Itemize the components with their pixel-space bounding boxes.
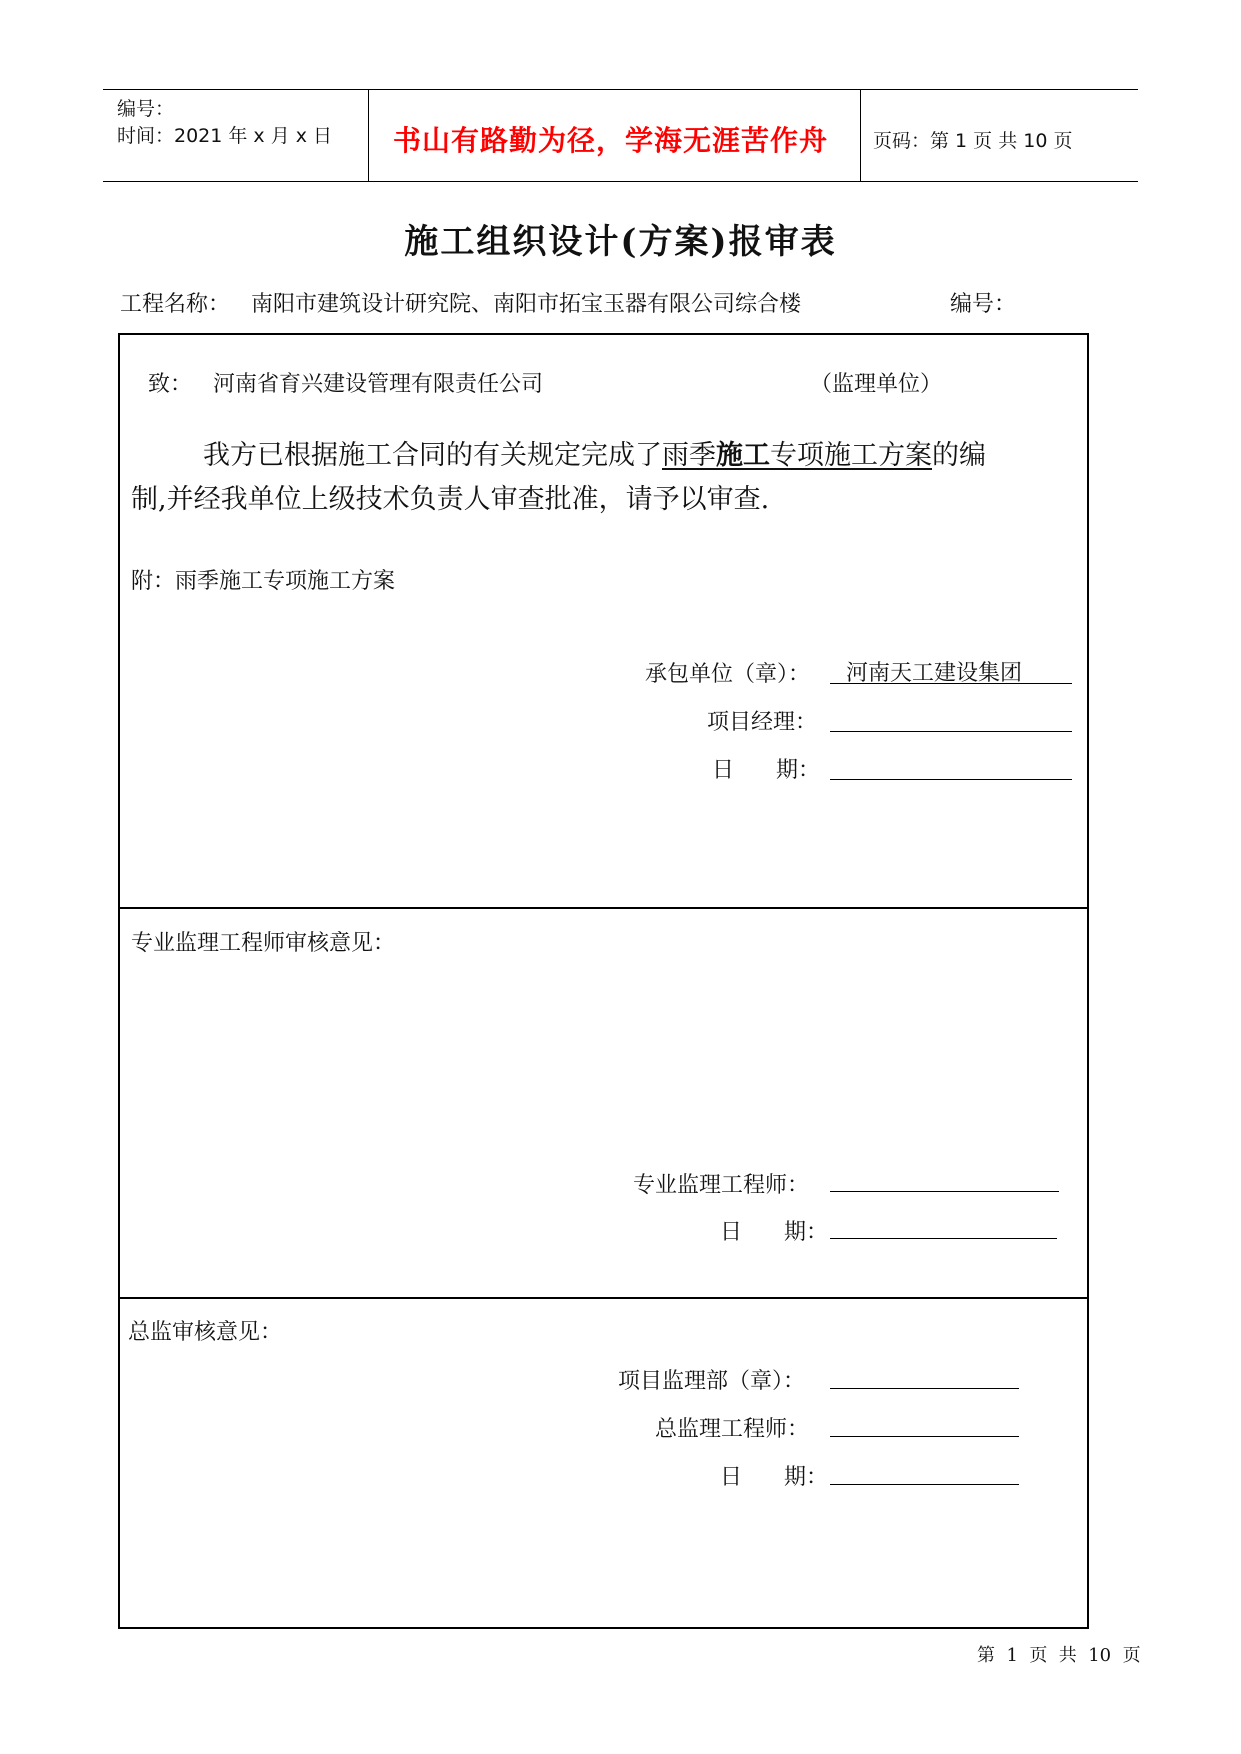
contractor-line [830, 683, 1072, 684]
header-divider-right [860, 89, 861, 181]
project-manager-field[interactable] [830, 731, 1072, 732]
chief-engineer-field[interactable] [830, 1436, 1019, 1437]
section1-date-label: 日 期： [712, 758, 820, 783]
engineer-label: 专业监理工程师： [633, 1173, 810, 1198]
project-manager-label: 项目经理： [707, 710, 818, 735]
contractor-label: 承包单位（章）： [645, 662, 811, 687]
section3-date-label: 日 期： [720, 1465, 828, 1490]
header-date: 时间：2021 年 x 月 x 日 [117, 125, 333, 147]
addressee-row [148, 367, 543, 398]
attachment-note: 附：雨季施工专项施工方案 [131, 569, 396, 594]
statement-line-1: 我方已根据施工合同的有关规定完成了雨季施工专项施工方案的编 [203, 440, 986, 471]
header-page-indicator: 页码：第 1 页 共 10 页 [873, 130, 1073, 152]
section1-date-field[interactable] [830, 779, 1072, 780]
header-top-rule [103, 89, 1138, 90]
header-divider-left [368, 89, 369, 181]
form-box [118, 333, 1089, 1629]
engineer-signature-field[interactable] [830, 1191, 1059, 1192]
form-title: 施工组织设计(方案)报审表 [404, 222, 837, 262]
engineer-review-title: 专业监理工程师审核意见： [131, 931, 396, 956]
section3-date-field[interactable] [830, 1484, 1019, 1485]
statement-line-2: 制,并经我单位上级技术负责人审查批准，请予以审查. [131, 484, 770, 515]
header-number-label: 编号： [117, 98, 175, 120]
project-name-label: 工程名称： [120, 292, 231, 317]
footer-page-number: 第 1 页 共 10 页 [977, 1645, 1141, 1666]
scheme-season: 雨季 [662, 440, 716, 471]
section2-date-field[interactable] [830, 1238, 1057, 1239]
section2-date-label: 日 期： [720, 1220, 828, 1245]
chief-engineer-label: 总监理工程师： [655, 1417, 810, 1442]
supervision-dept-label: 项目监理部（章）： [618, 1369, 806, 1394]
scheme-construction: 施工 [716, 440, 770, 471]
header-bottom-rule [103, 181, 1138, 182]
addressee-role: （监理单位） [810, 372, 943, 397]
addressee-label: 致： [148, 372, 193, 397]
contractor-value: 河南天工建设集团 [846, 661, 1023, 686]
section-divider-2 [118, 1297, 1089, 1299]
submission-statement [131, 434, 1081, 522]
addressee-value: 河南省育兴建设管理有限责任公司 [213, 372, 544, 397]
project-name-value: 南阳市建筑设计研究院、南阳市拓宝玉器有限公司综合楼 [251, 292, 802, 317]
chief-review-title: 总监审核意见： [128, 1320, 283, 1345]
section-divider-1 [118, 907, 1089, 909]
project-number-label: 编号： [950, 292, 1017, 317]
project-name-row [120, 287, 801, 318]
header-motto: 书山有路勤为径，学海无涯苦作舟 [393, 124, 829, 157]
scheme-type: 专项施工方案 [770, 440, 932, 471]
supervision-dept-field[interactable] [830, 1388, 1019, 1389]
